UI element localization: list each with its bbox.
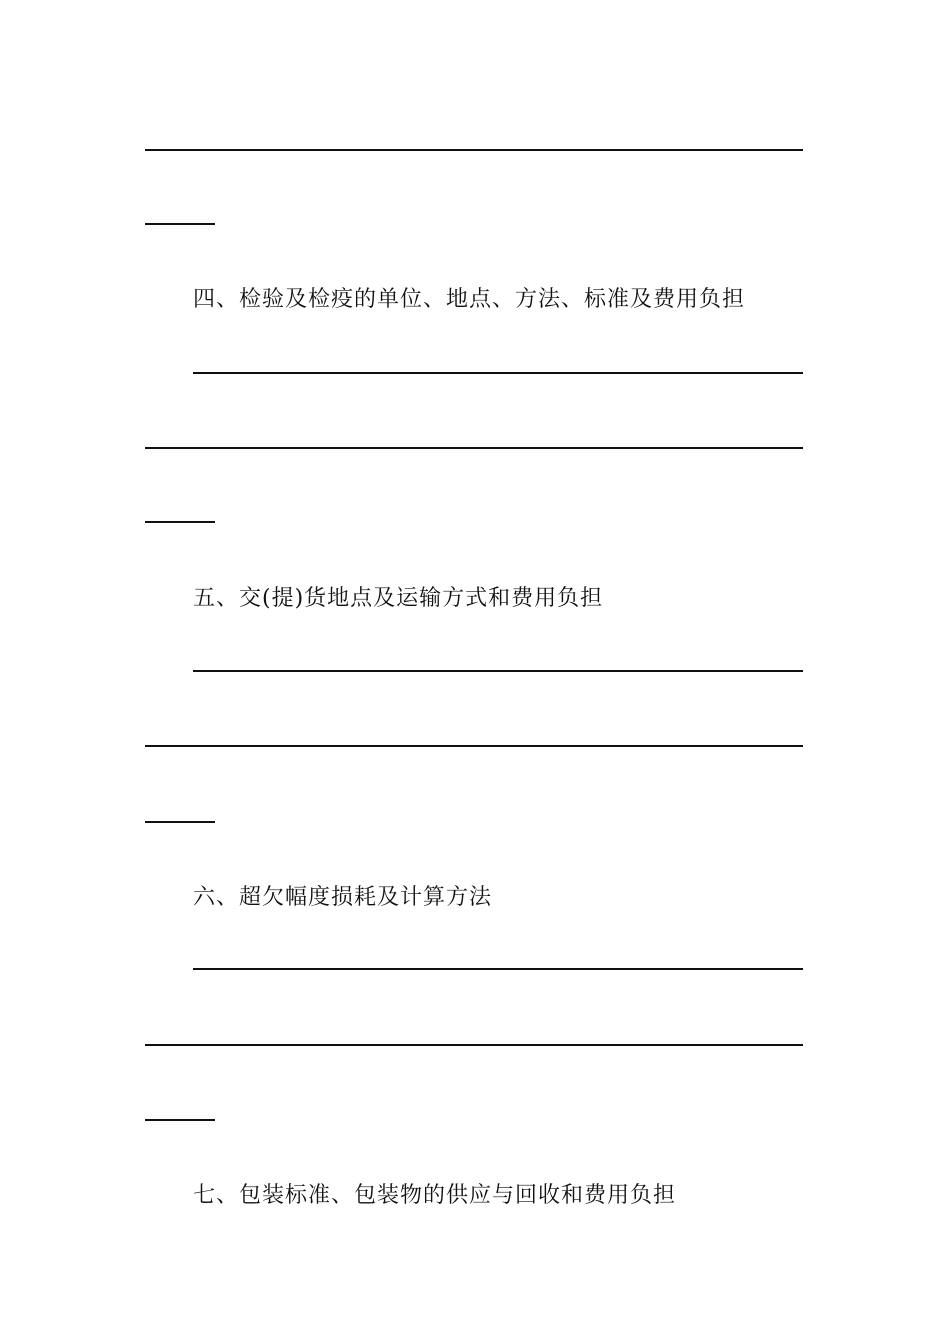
section-heading-4: 四、检验及检疫的单位、地点、方法、标准及费用负担 [193,287,746,312]
blank-fill-line [145,149,803,151]
blank-fill-line [193,670,803,672]
blank-fill-line [145,1044,803,1046]
section-heading-5: 五、交(提)货地点及运输方式和费用负担 [193,586,604,611]
blank-fill-line [193,968,803,970]
blank-fill-line-end [145,223,215,225]
blank-fill-line [193,372,803,374]
blank-fill-line-end [145,821,215,823]
blank-fill-line [145,745,803,747]
section-heading-7: 七、包装标准、包装物的供应与回收和费用负担 [193,1183,677,1208]
blank-fill-line-end [145,1119,215,1121]
section-heading-6: 六、超欠幅度损耗及计算方法 [193,885,493,910]
blank-fill-line [145,447,803,449]
blank-fill-line-end [145,521,215,523]
